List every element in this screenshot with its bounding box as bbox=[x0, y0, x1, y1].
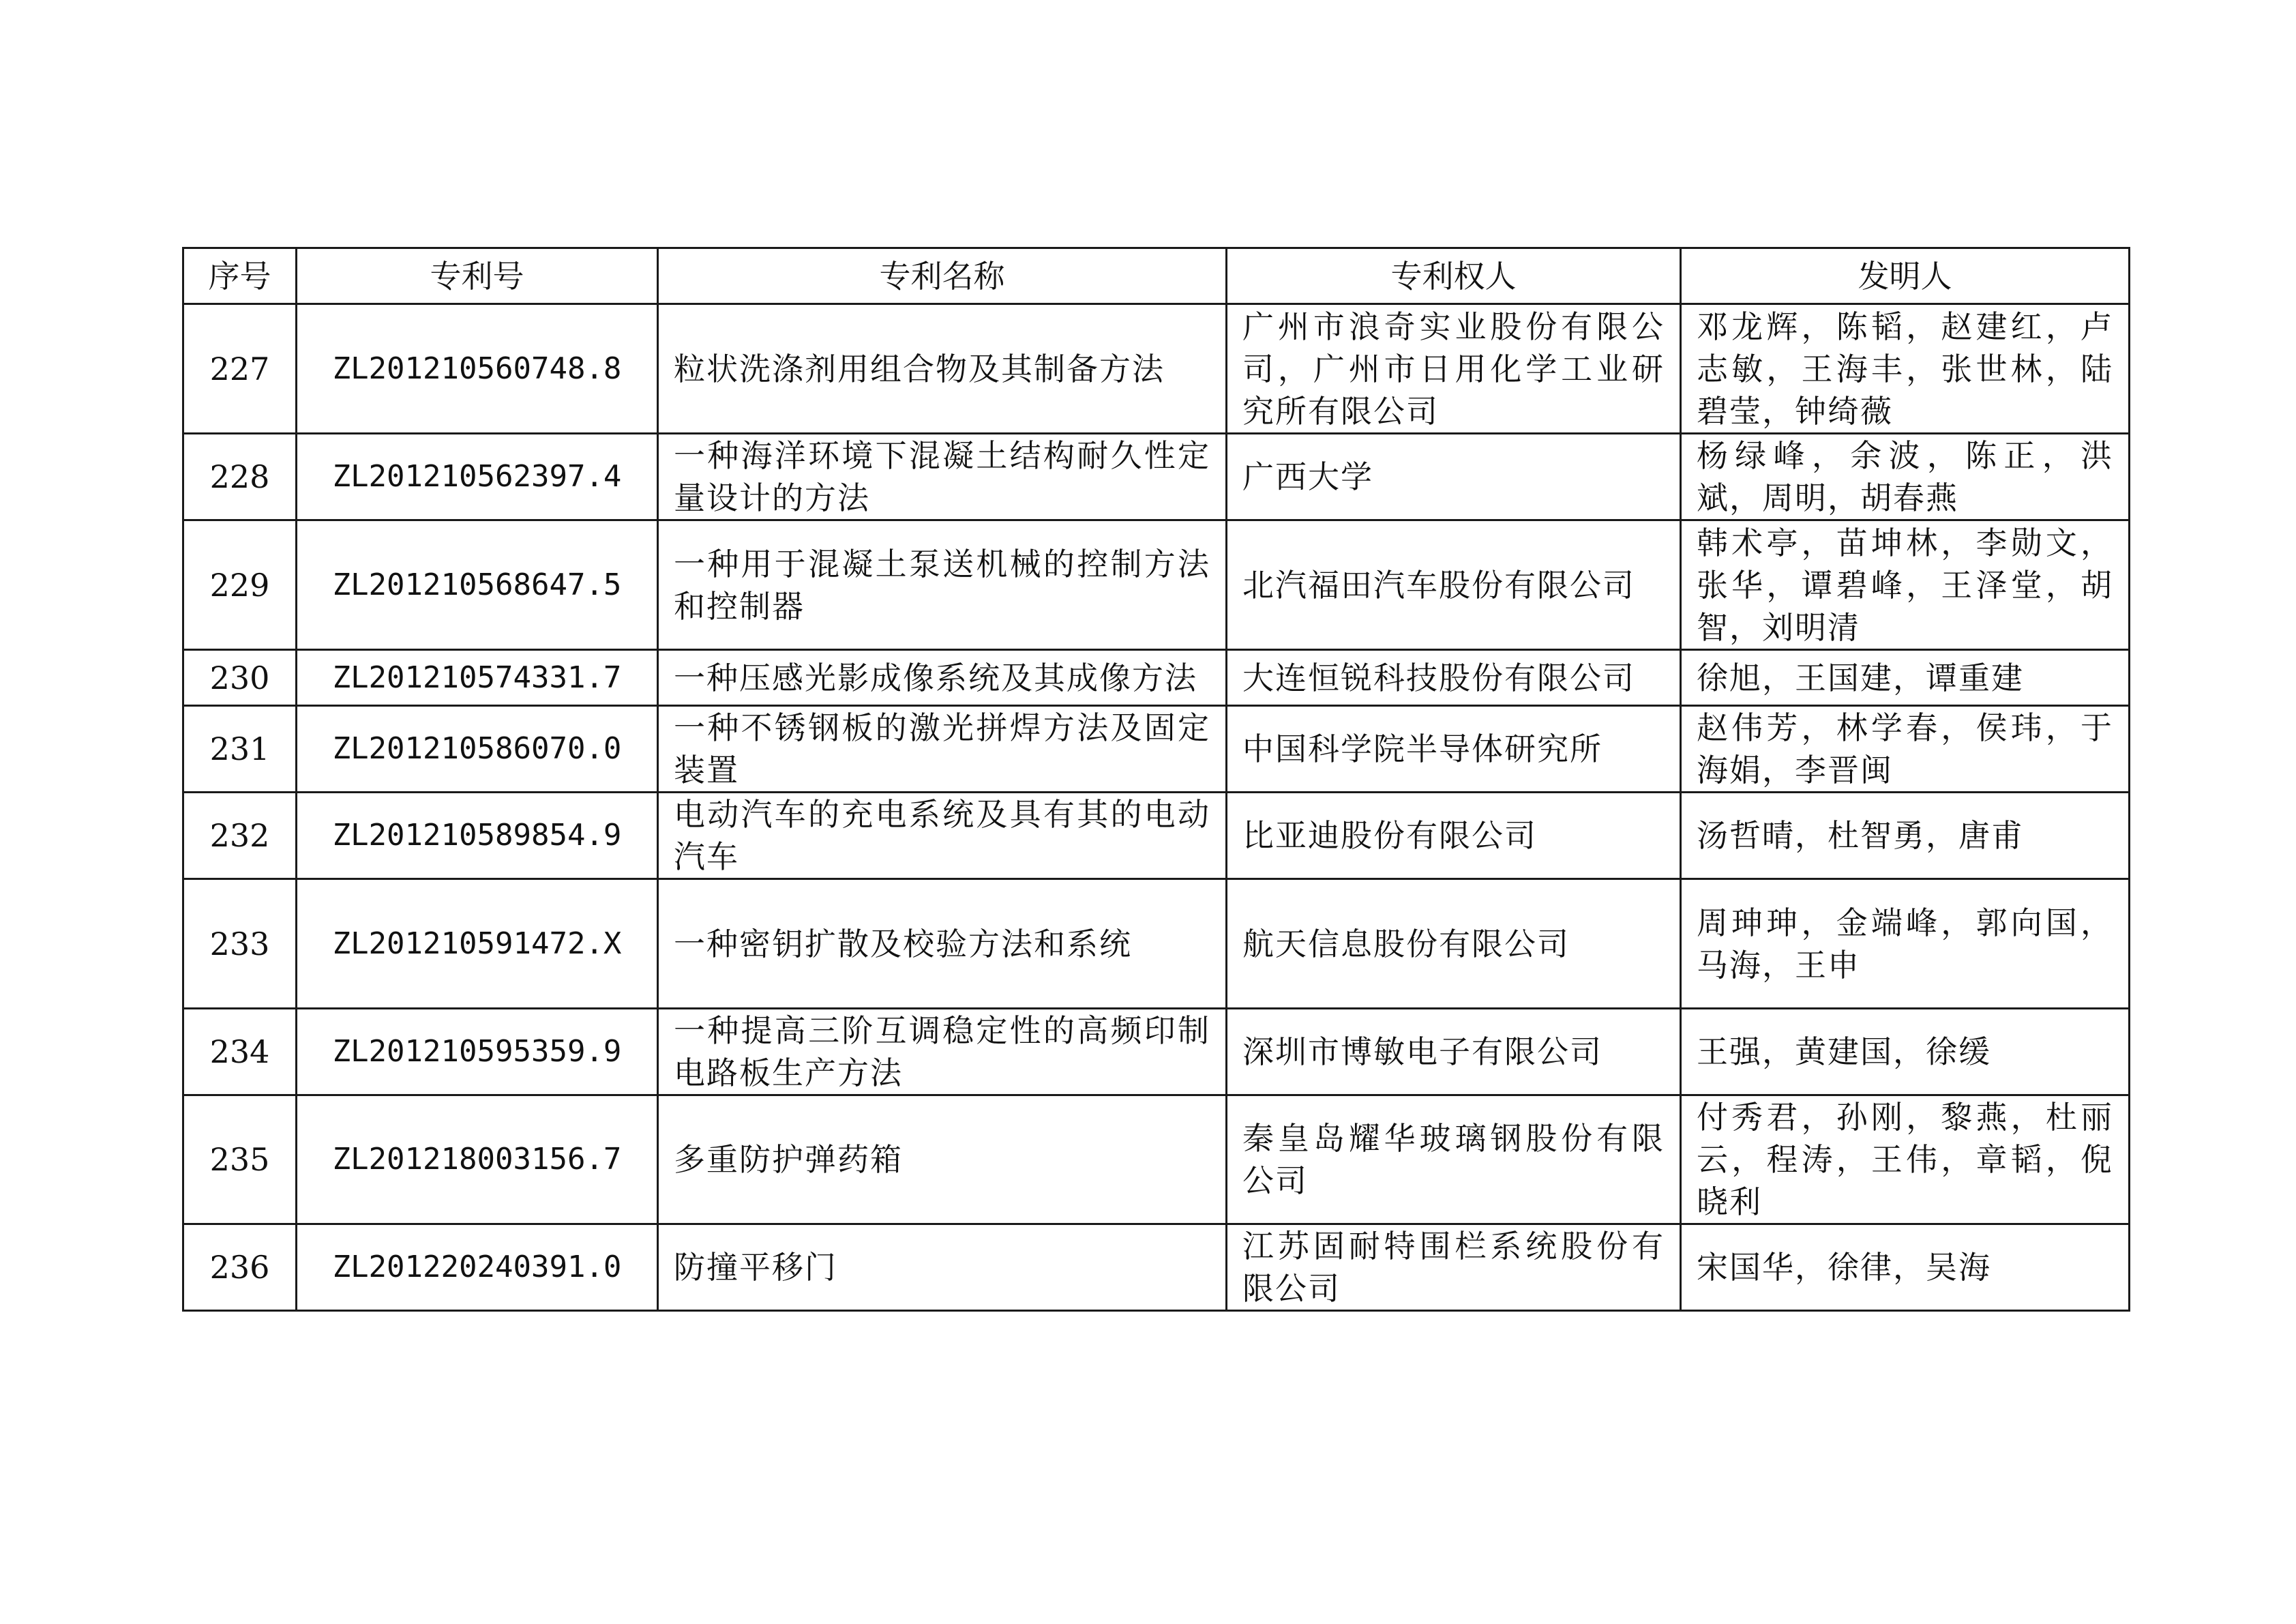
cell-title: 粒状洗涤剂用组合物及其制备方法 bbox=[658, 304, 1227, 434]
header-holder: 专利权人 bbox=[1227, 248, 1681, 304]
cell-seq: 235 bbox=[183, 1095, 297, 1224]
cell-inventors: 王强，黄建国，徐缓 bbox=[1681, 1009, 2130, 1095]
cell-title: 一种用于混凝土泵送机械的控制方法和控制器 bbox=[658, 520, 1227, 650]
table-row bbox=[183, 434, 2130, 520]
cell-inventors: 付秀君，孙刚，黎燕，杜丽云，程涛，王伟，章韬，倪晓利 bbox=[1681, 1095, 2130, 1224]
cell-holder: 秦皇岛耀华玻璃钢股份有限公司 bbox=[1227, 1095, 1681, 1224]
cell-inventors: 赵伟芳，林学春，侯玮，于海娟，李晋闽 bbox=[1681, 706, 2130, 793]
cell-patent-no: ZL201220240391.0 bbox=[297, 1224, 658, 1311]
table-row bbox=[183, 879, 2130, 1009]
table-row bbox=[183, 304, 2130, 434]
cell-title: 电动汽车的充电系统及具有其的电动汽车 bbox=[658, 793, 1227, 879]
cell-patent-no: ZL201210591472.X bbox=[297, 879, 658, 1009]
header-patent-no: 专利号 bbox=[297, 248, 658, 304]
header-seq: 序号 bbox=[183, 248, 297, 304]
table-row bbox=[183, 1095, 2130, 1224]
patent-table bbox=[182, 247, 2130, 1312]
cell-holder: 广西大学 bbox=[1227, 434, 1681, 520]
cell-seq: 230 bbox=[183, 650, 297, 706]
cell-title: 一种压感光影成像系统及其成像方法 bbox=[658, 650, 1227, 706]
header-row bbox=[183, 248, 2130, 304]
table-body bbox=[183, 304, 2130, 1311]
cell-seq: 228 bbox=[183, 434, 297, 520]
cell-inventors: 汤哲晴，杜智勇，唐甫 bbox=[1681, 793, 2130, 879]
cell-patent-no: ZL201210562397.4 bbox=[297, 434, 658, 520]
cell-seq: 227 bbox=[183, 304, 297, 434]
cell-inventors: 宋国华，徐律，吴海 bbox=[1681, 1224, 2130, 1311]
cell-patent-no: ZL201210568647.5 bbox=[297, 520, 658, 650]
cell-patent-no: ZL201210560748.8 bbox=[297, 304, 658, 434]
table-row bbox=[183, 520, 2130, 650]
table-row bbox=[183, 706, 2130, 793]
cell-seq: 229 bbox=[183, 520, 297, 650]
cell-holder: 江苏固耐特围栏系统股份有限公司 bbox=[1227, 1224, 1681, 1311]
cell-holder: 航天信息股份有限公司 bbox=[1227, 879, 1681, 1009]
table-row bbox=[183, 650, 2130, 706]
cell-title: 防撞平移门 bbox=[658, 1224, 1227, 1311]
cell-inventors: 周珅珅，金端峰，郭向国，马海，王申 bbox=[1681, 879, 2130, 1009]
cell-holder: 广州市浪奇实业股份有限公司，广州市日用化学工业研究所有限公司 bbox=[1227, 304, 1681, 434]
header-title: 专利名称 bbox=[658, 248, 1227, 304]
cell-inventors: 邓龙辉，陈韬，赵建红，卢志敏，王海丰，张世林，陆碧莹，钟绮薇 bbox=[1681, 304, 2130, 434]
cell-holder: 比亚迪股份有限公司 bbox=[1227, 793, 1681, 879]
table-row bbox=[183, 1009, 2130, 1095]
cell-seq: 231 bbox=[183, 706, 297, 793]
cell-title: 多重防护弹药箱 bbox=[658, 1095, 1227, 1224]
cell-seq: 233 bbox=[183, 879, 297, 1009]
cell-title: 一种密钥扩散及校验方法和系统 bbox=[658, 879, 1227, 1009]
cell-patent-no: ZL201210589854.9 bbox=[297, 793, 658, 879]
header-inventors: 发明人 bbox=[1681, 248, 2130, 304]
cell-holder: 大连恒锐科技股份有限公司 bbox=[1227, 650, 1681, 706]
cell-patent-no: ZL201210574331.7 bbox=[297, 650, 658, 706]
cell-holder: 中国科学院半导体研究所 bbox=[1227, 706, 1681, 793]
cell-title: 一种提高三阶互调稳定性的高频印制电路板生产方法 bbox=[658, 1009, 1227, 1095]
cell-patent-no: ZL201210595359.9 bbox=[297, 1009, 658, 1095]
cell-patent-no: ZL201210586070.0 bbox=[297, 706, 658, 793]
cell-title: 一种不锈钢板的激光拼焊方法及固定装置 bbox=[658, 706, 1227, 793]
table-row bbox=[183, 793, 2130, 879]
cell-inventors: 杨绿峰，余波，陈正，洪斌，周明，胡春燕 bbox=[1681, 434, 2130, 520]
table-header bbox=[183, 248, 2130, 304]
cell-seq: 236 bbox=[183, 1224, 297, 1311]
table-row bbox=[183, 1224, 2130, 1311]
cell-seq: 234 bbox=[183, 1009, 297, 1095]
cell-holder: 北汽福田汽车股份有限公司 bbox=[1227, 520, 1681, 650]
cell-patent-no: ZL201218003156.7 bbox=[297, 1095, 658, 1224]
cell-inventors: 韩术亭，苗坤林，李勋文，张华，谭碧峰，王泽堂，胡智，刘明清 bbox=[1681, 520, 2130, 650]
cell-inventors: 徐旭，王国建，谭重建 bbox=[1681, 650, 2130, 706]
cell-seq: 232 bbox=[183, 793, 297, 879]
cell-holder: 深圳市博敏电子有限公司 bbox=[1227, 1009, 1681, 1095]
cell-title: 一种海洋环境下混凝土结构耐久性定量设计的方法 bbox=[658, 434, 1227, 520]
